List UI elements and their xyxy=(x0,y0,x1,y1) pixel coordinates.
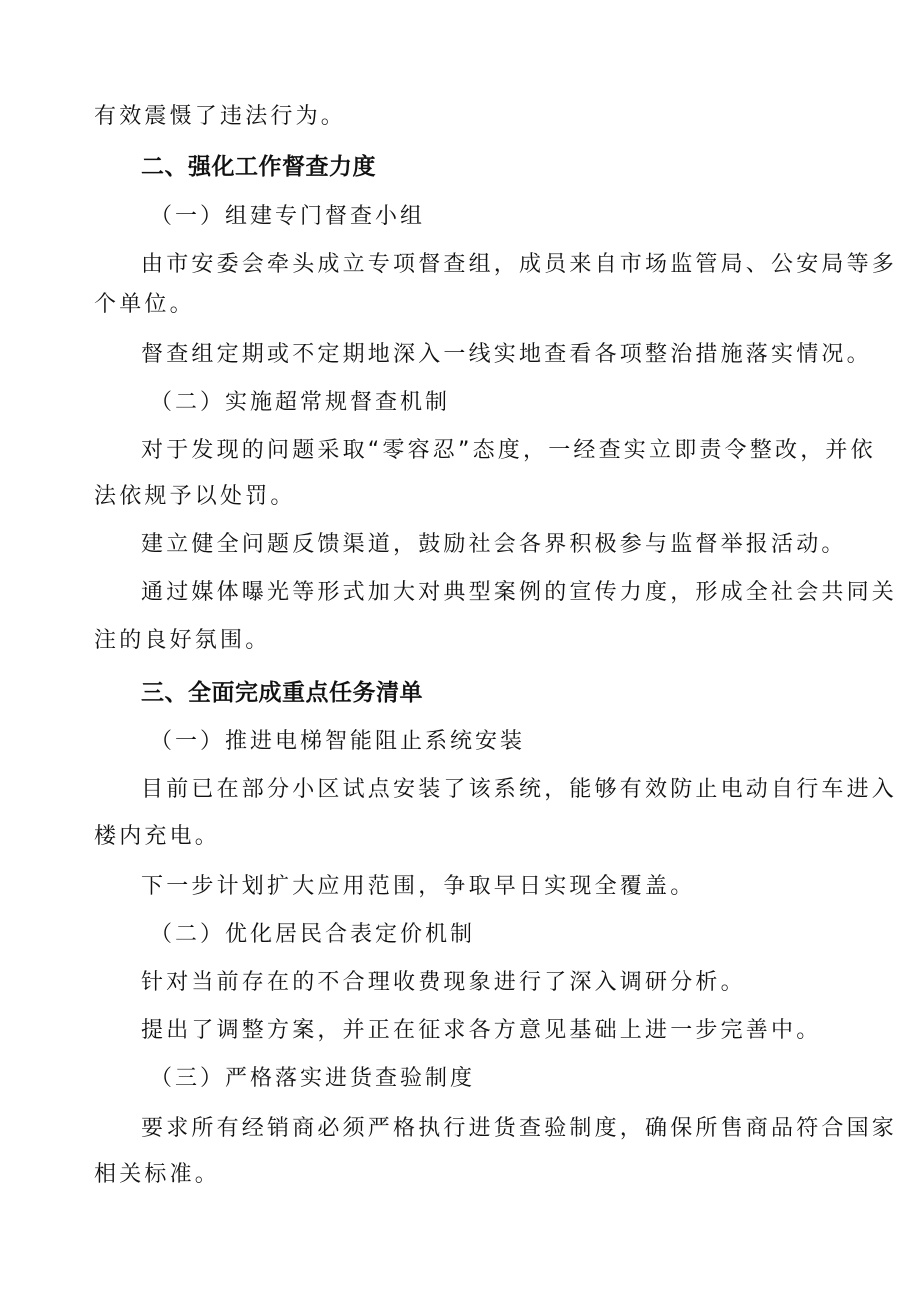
paragraph-line: 相关标准。 xyxy=(94,1162,221,1187)
subsection-heading: （一）推进电梯智能阻止系统安装 xyxy=(150,729,526,754)
paragraph-line: 督查组定期或不定期地深入一线实地查看各项整治措施落实情况。 xyxy=(141,342,872,367)
paragraph-line: 由市安委会牵头成立专项督查组，成员来自市场监管局、公安局等多 xyxy=(141,252,898,277)
paragraph-line: 楼内充电。 xyxy=(94,824,221,849)
section-heading: 二、强化工作督查力度 xyxy=(141,154,376,180)
paragraph-line: 对于发现的问题采取“零容忍”态度，一经查实立即责令整改，并依 xyxy=(141,438,876,463)
section-heading: 三、全面完成重点任务清单 xyxy=(141,680,423,706)
paragraph-line: 目前已在部分小区试点安装了该系统，能够有效防止电动自行车进入 xyxy=(141,777,898,802)
paragraph-line: 有效震慑了违法行为。 xyxy=(94,104,347,129)
paragraph-line: 下一步计划扩大应用范围，争取早日实现全覆盖。 xyxy=(141,874,696,899)
paragraph-line: 通过媒体曝光等形式加大对典型案例的宣传力度，形成全社会共同关 xyxy=(141,580,898,605)
paragraph-line: 要求所有经销商必须严格执行进货查验制度，确保所售商品符合国家 xyxy=(141,1116,898,1141)
subsection-heading: （二）实施超常规督查机制 xyxy=(150,390,451,415)
paragraph-line: 建立健全问题反馈渠道，鼓励社会各界积极参与监督举报活动。 xyxy=(141,532,847,557)
subsection-heading: （二）优化居民合表定价机制 xyxy=(150,922,476,947)
paragraph-line: 法依规予以处罚。 xyxy=(94,484,296,509)
paragraph-line: 提出了调整方案，并正在征求各方意见基础上进一步完善中。 xyxy=(141,1018,822,1043)
paragraph-line: 个单位。 xyxy=(94,292,195,317)
subsection-heading: （一）组建专门督查小组 xyxy=(150,204,426,229)
paragraph-line: 注的良好氛围。 xyxy=(94,628,271,653)
subsection-heading: （三）严格落实进货查验制度 xyxy=(150,1066,476,1091)
paragraph-line: 针对当前存在的不合理收费现象进行了深入调研分析。 xyxy=(141,970,746,995)
